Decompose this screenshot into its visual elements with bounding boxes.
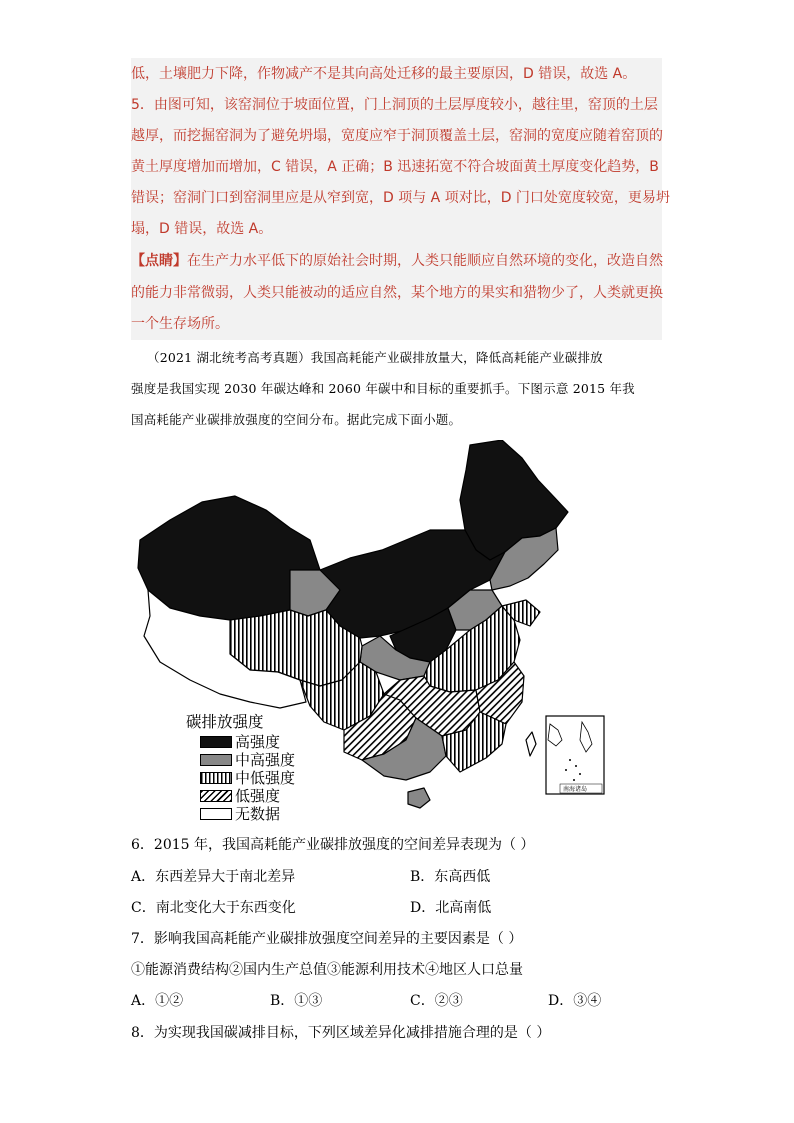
q7-option-b[interactable]: B．①③ bbox=[270, 993, 323, 1009]
legend-swatch bbox=[200, 736, 232, 748]
legend-swatch bbox=[200, 754, 232, 766]
legend-item-nodata bbox=[200, 805, 280, 823]
legend-item-high bbox=[200, 733, 280, 751]
q6-option-c[interactable]: C．南北变化大于东西变化 bbox=[131, 900, 296, 916]
legend-label: 中低强度 bbox=[235, 769, 296, 787]
legend-label: 低强度 bbox=[235, 787, 281, 805]
tip-tag: 【点睛】 bbox=[131, 253, 187, 269]
legend-item-midlow bbox=[200, 769, 295, 787]
q7-option-d[interactable]: D．③④ bbox=[548, 993, 602, 1009]
tip-line bbox=[131, 251, 663, 271]
region-hainan-midhigh bbox=[408, 788, 430, 808]
intro-line: 强度是我国实现 2030 年碳达峰和 2060 年碳中和目标的重要抓手。下图示意 2015 年我 bbox=[131, 381, 635, 396]
legend-swatch bbox=[200, 808, 232, 820]
q7-option-a[interactable]: A．①② bbox=[131, 993, 184, 1009]
tip-text: 在生产力水平低下的原始社会时期，人类只能顺应自然环境的变化，改造自然 bbox=[187, 253, 663, 269]
inset-label: 南海诸岛 bbox=[563, 786, 588, 793]
legend-label: 高强度 bbox=[235, 733, 281, 751]
answer-line: 错误；窑洞门口到窑洞里应是从窄到宽，D 项与 A 项对比，D 门口处宽度较宽，更易坍 bbox=[131, 190, 670, 206]
question-8-stem: 8．为实现我国碳减排目标，下列区域差异化减排措施合理的是（ ） bbox=[131, 1025, 551, 1041]
answer-line: 5．由图可知，该窑洞位于坡面位置，门上洞顶的土层厚度较小，越往里，窑顶的土层 bbox=[131, 97, 658, 113]
answer-line: 一个生存场所。 bbox=[131, 316, 229, 332]
region-taiwan bbox=[526, 732, 536, 756]
question-7-factors: ①能源消费结构②国内生产总值③能源利用技术④地区人口总量 bbox=[131, 962, 523, 978]
legend-label: 中高强度 bbox=[235, 751, 296, 769]
legend-swatch bbox=[200, 772, 232, 784]
legend-item-low bbox=[200, 787, 280, 805]
answer-line: 的能力非常微弱，人类只能被动的适应自然，某个地方的果实和猎物少了，人类就更换 bbox=[131, 285, 663, 301]
legend-item-midhigh bbox=[200, 751, 295, 769]
question-6-stem: 6．2015 年，我国高耗能产业碳排放强度的空间差异表现为（ ） bbox=[131, 837, 535, 853]
legend-title: 碳排放强度 bbox=[186, 713, 264, 731]
q6-option-a[interactable]: A．东西差异大于南北差异 bbox=[131, 869, 296, 885]
answer-line: 低，土壤肥力下降，作物减产不是其向高处迁移的最主要原因，D 错误，故选 A。 bbox=[131, 66, 637, 82]
answer-line: 黄土厚度增加而增加，C 错误，A 正确；B 迅速拓宽不符合坡面黄土厚度变化趋势，B bbox=[131, 159, 659, 175]
intro-line: （2021 湖北统考高考真题）我国高耗能产业碳排放量大，降低高耗能产业碳排放 bbox=[147, 350, 603, 365]
q6-option-b[interactable]: B．东高西低 bbox=[410, 869, 491, 885]
q6-option-d[interactable]: D．北高南低 bbox=[410, 900, 492, 916]
question-7-stem: 7．影响我国高耗能产业碳排放强度空间差异的主要因素是（ ） bbox=[131, 931, 523, 947]
intro-line: 国高耗能产业碳排放强度的空间分布。据此完成下面小题。 bbox=[131, 412, 462, 427]
q7-option-c[interactable]: C．②③ bbox=[410, 993, 463, 1009]
answer-line: 越厚，而挖掘窑洞为了避免坍塌，宽度应窄于洞顶覆盖土层，窑洞的宽度应随着窑顶的 bbox=[131, 128, 663, 144]
legend-label: 无数据 bbox=[235, 805, 281, 823]
south-sea-inset bbox=[546, 716, 604, 794]
legend-swatch bbox=[200, 790, 232, 802]
answer-line: 塌，D 错误，故选 A。 bbox=[131, 221, 273, 237]
